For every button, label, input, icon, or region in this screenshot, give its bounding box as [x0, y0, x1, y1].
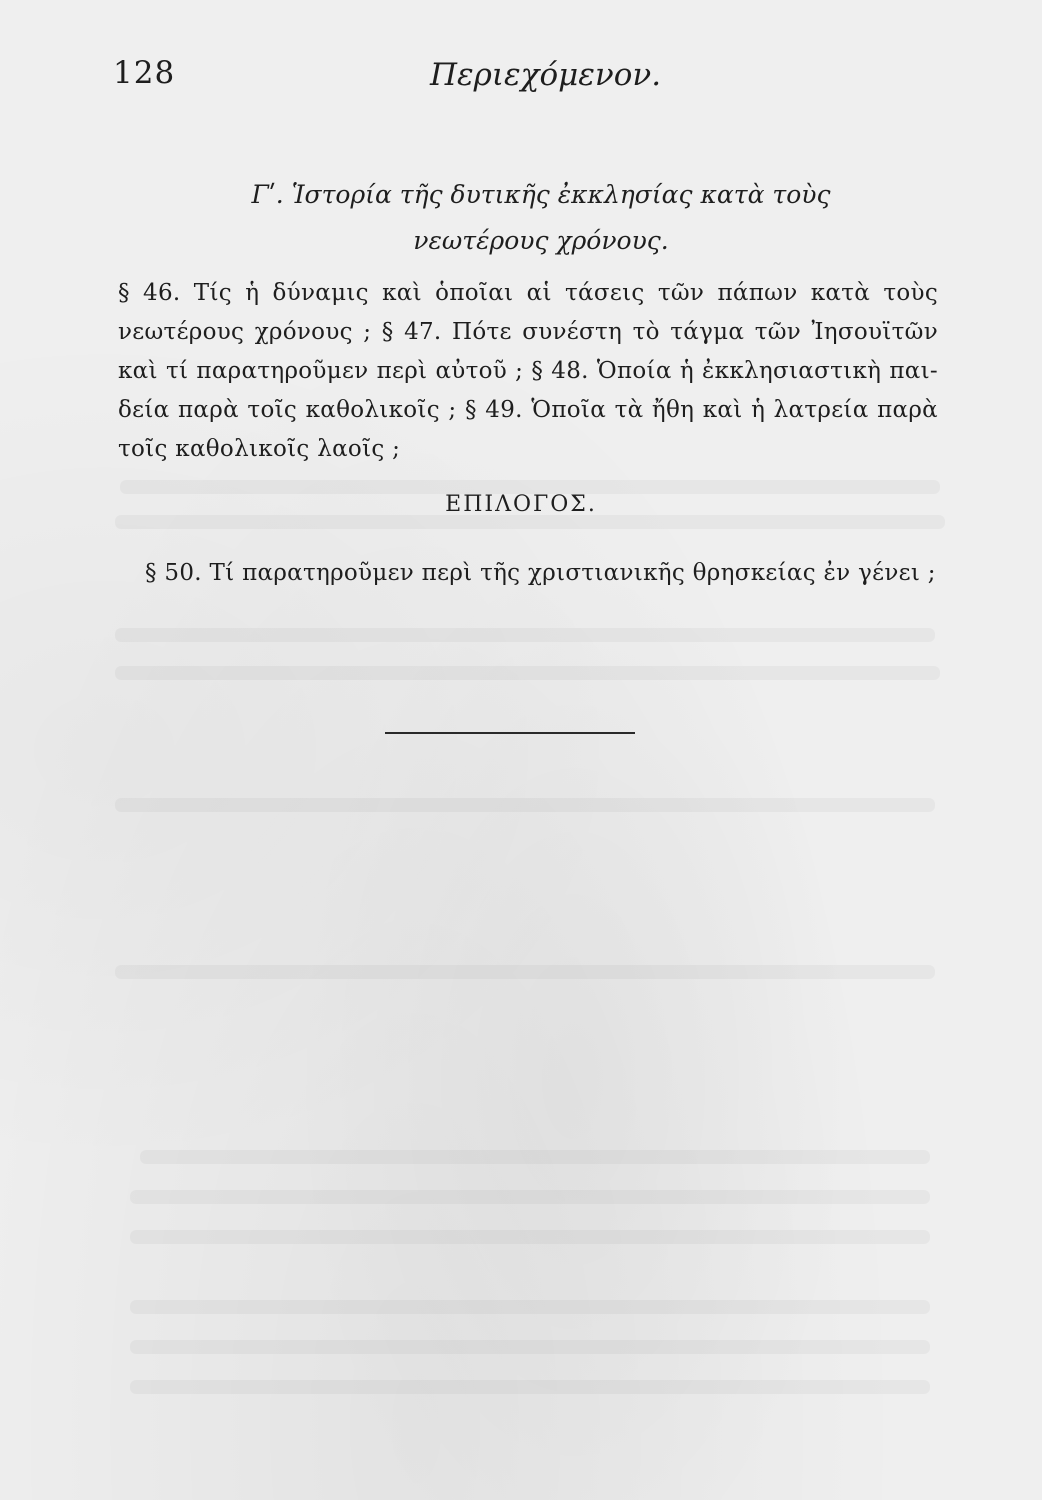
paragraph-line: καὶ τί παρατηροῦμεν περὶ αὐτοῦ ; § 48. Ὁποία ἡ ἐκκλησιαστικὴ παι- — [118, 358, 938, 384]
running-head — [0, 55, 1042, 105]
paragraph-line: τοῖς καθολικοῖς λαοῖς ; — [118, 436, 401, 462]
page-number: 128 — [113, 55, 176, 91]
bleed-through-mark — [130, 1230, 930, 1244]
running-title: Περιεχόμενον. — [430, 57, 662, 93]
section-heading-continued: νεωτέρους χρόνους. — [413, 226, 669, 255]
bleed-through-mark — [115, 965, 935, 979]
bleed-through-mark — [130, 1340, 930, 1354]
section-heading: Γʹ. Ἱστορία τῆς δυτικῆς ἐκκλησίας κατὰ τοὺς — [251, 180, 831, 209]
epilogue-line: § 50. Τί παρατηροῦμεν περὶ τῆς χριστιανικῆς θρησκείας ἐν γένει ; — [145, 560, 936, 586]
bleed-through-mark — [115, 798, 935, 812]
bleed-through-mark — [115, 666, 940, 680]
bleed-through-mark — [130, 1380, 930, 1394]
epilogue-heading: ΕΠΙΛΟΓΟΣ. — [445, 492, 597, 517]
closing-rule — [385, 732, 635, 734]
paragraph-line: νεωτέρους χρόνους ; § 47. Πότε συνέστη τὸ τάγμα τῶν Ἰησουϊτῶν — [118, 319, 938, 345]
bleed-through-mark — [130, 1300, 930, 1314]
bleed-through-mark — [115, 628, 935, 642]
bleed-through-mark — [130, 1190, 930, 1204]
paragraph-line: δεία παρὰ τοῖς καθολικοῖς ; § 49. Ὁποῖα τὰ ἤθη καὶ ἡ λατρεία παρὰ — [118, 397, 938, 423]
bleed-through-mark — [115, 515, 945, 529]
paragraph-line: § 46. Τίς ἡ δύναμις καὶ ὁποῖαι αἱ τάσεις τῶν πάπων κατὰ τοὺς — [118, 280, 938, 306]
bleed-through-mark — [140, 1150, 930, 1164]
